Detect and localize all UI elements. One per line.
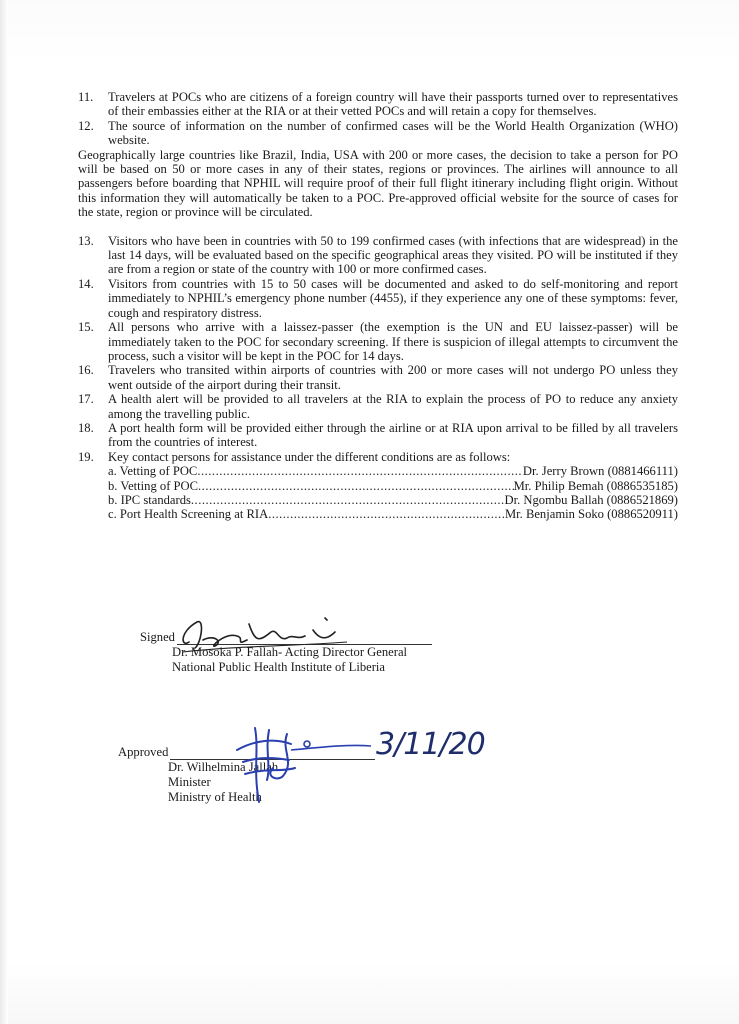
approver-name: Dr. Wilhelmina Jallah: [168, 760, 279, 774]
handwritten-signature-director: [175, 612, 355, 658]
contact-row: [108, 493, 678, 507]
item-number: 14.: [78, 276, 94, 291]
document-body: [78, 90, 678, 522]
dot-leader: [197, 464, 523, 478]
handwritten-signature-minister: [225, 710, 375, 820]
item-text: Visitors from countries with 15 to 50 cases will be documented and asked to do self-monitoring and report immediately to NPHIL’s emergency phone number (4455), if they experience any one of these symptoms: fever, cough and respiratory distress.: [108, 276, 678, 320]
item-text: The source of information on the number of confirmed cases will be the World Health Organization (WHO) website.: [108, 118, 678, 148]
approver-organization: Ministry of Health: [168, 790, 262, 804]
contact-row: [108, 507, 678, 521]
contact-condition: b. Vetting of POC: [108, 478, 199, 493]
contact-condition: b. IPC standards: [108, 492, 191, 507]
scan-edge: [0, 0, 8, 1024]
item-text: All persons who arrive with a laissez-passer (the exemption is the UN and EU laissez-passer) will be immediately taken to the POC for secondary screening. If there is suspicion of illegal attempts to circumvent the process, such a visitor will be kept in the POC for 14 days.: [108, 320, 678, 363]
item-text: A port health form will be provided either through the airline or at RIA upon arrival to be filled by all travelers from the countries of interest.: [108, 420, 678, 450]
spacer: [78, 220, 678, 234]
dot-leader: [191, 493, 505, 507]
item-text: Key contact persons for assistance under the different conditions are as follows:: [108, 449, 511, 464]
item-number: 18.: [78, 420, 94, 435]
list-item: [78, 234, 678, 277]
handwritten-date: 3/11/20: [376, 727, 485, 762]
contact-condition: a. Vetting of POC: [108, 464, 198, 479]
signer-organization: National Public Health Institute of Liberia: [172, 660, 385, 674]
contact-row: [108, 464, 678, 478]
item-text: Travelers at POCs who are citizens of a foreign country will have their passports turned over to representatives of their embassies either at the RIA or at their vetted POCs and will retain a copy for themselves.: [108, 90, 678, 119]
list-item: [78, 320, 678, 363]
item-number: 12.: [78, 118, 94, 133]
list-item: [78, 277, 678, 320]
contact-condition: c. Port Health Screening at RIA: [108, 507, 269, 522]
contact-person: Dr. Ngombu Ballah (0886521869): [504, 492, 678, 507]
contact-person: Mr. Benjamin Soko (0886520911): [504, 507, 678, 522]
list-item: [78, 392, 678, 421]
signed-label: Signed: [140, 630, 175, 644]
item-number: 13.: [78, 233, 94, 248]
approved-label: Approved: [118, 745, 169, 759]
dot-leader: [198, 479, 514, 493]
item-number: 19.: [78, 449, 94, 464]
contact-list: [108, 464, 678, 522]
contact-person: Mr. Philip Bemah (0886535185): [513, 478, 678, 493]
signer-name: Dr. Mosoka P. Fallah- Acting Director General: [172, 645, 408, 659]
contact-person: Dr. Jerry Brown (0881466111): [522, 464, 678, 479]
contact-row: [108, 479, 678, 493]
list-item: [78, 119, 678, 148]
item-number: 15.: [78, 320, 94, 335]
item-number: 11.: [78, 90, 94, 104]
item-text: A health alert will be provided to all travelers at the RIA to explain the process of PO to reduce any anxiety among the travelling public.: [108, 392, 678, 421]
approver-title: Minister: [168, 775, 211, 789]
item-number: 17.: [78, 392, 94, 407]
item-text: Travelers who transited within airports of countries with 200 or more cases will not undergo PO unless they went outside of the airport during their transit.: [108, 363, 678, 392]
item-number: 16.: [78, 363, 94, 378]
geographic-paragraph: Geographically large countries like Brazil, India, USA with 200 or more cases, the decision to take a person for PO will be based on 50 or more cases in any of their states, regions or provinces. The airlines will announce to all passengers before boarding that NPHIL will require proof of their full flight itinerary including flight origin. Without this information they will automatically be taken to a POC. Pre-approved official website for the source of cases for the state, region or province will be circulated.: [78, 147, 678, 220]
list-item: [78, 363, 678, 392]
list-item: [78, 90, 678, 119]
item-text: Visitors who have been in countries with 50 to 199 confirmed cases (with infections that are widespread) in the last 14 days, will be evaluated based on the specific geographical areas they visited. PO will be instituted if they are from a region or state of the country with 100 or more confirmed cases.: [108, 233, 678, 277]
list-item: [78, 421, 678, 450]
dot-leader: [268, 507, 505, 521]
list-item: [78, 450, 678, 464]
